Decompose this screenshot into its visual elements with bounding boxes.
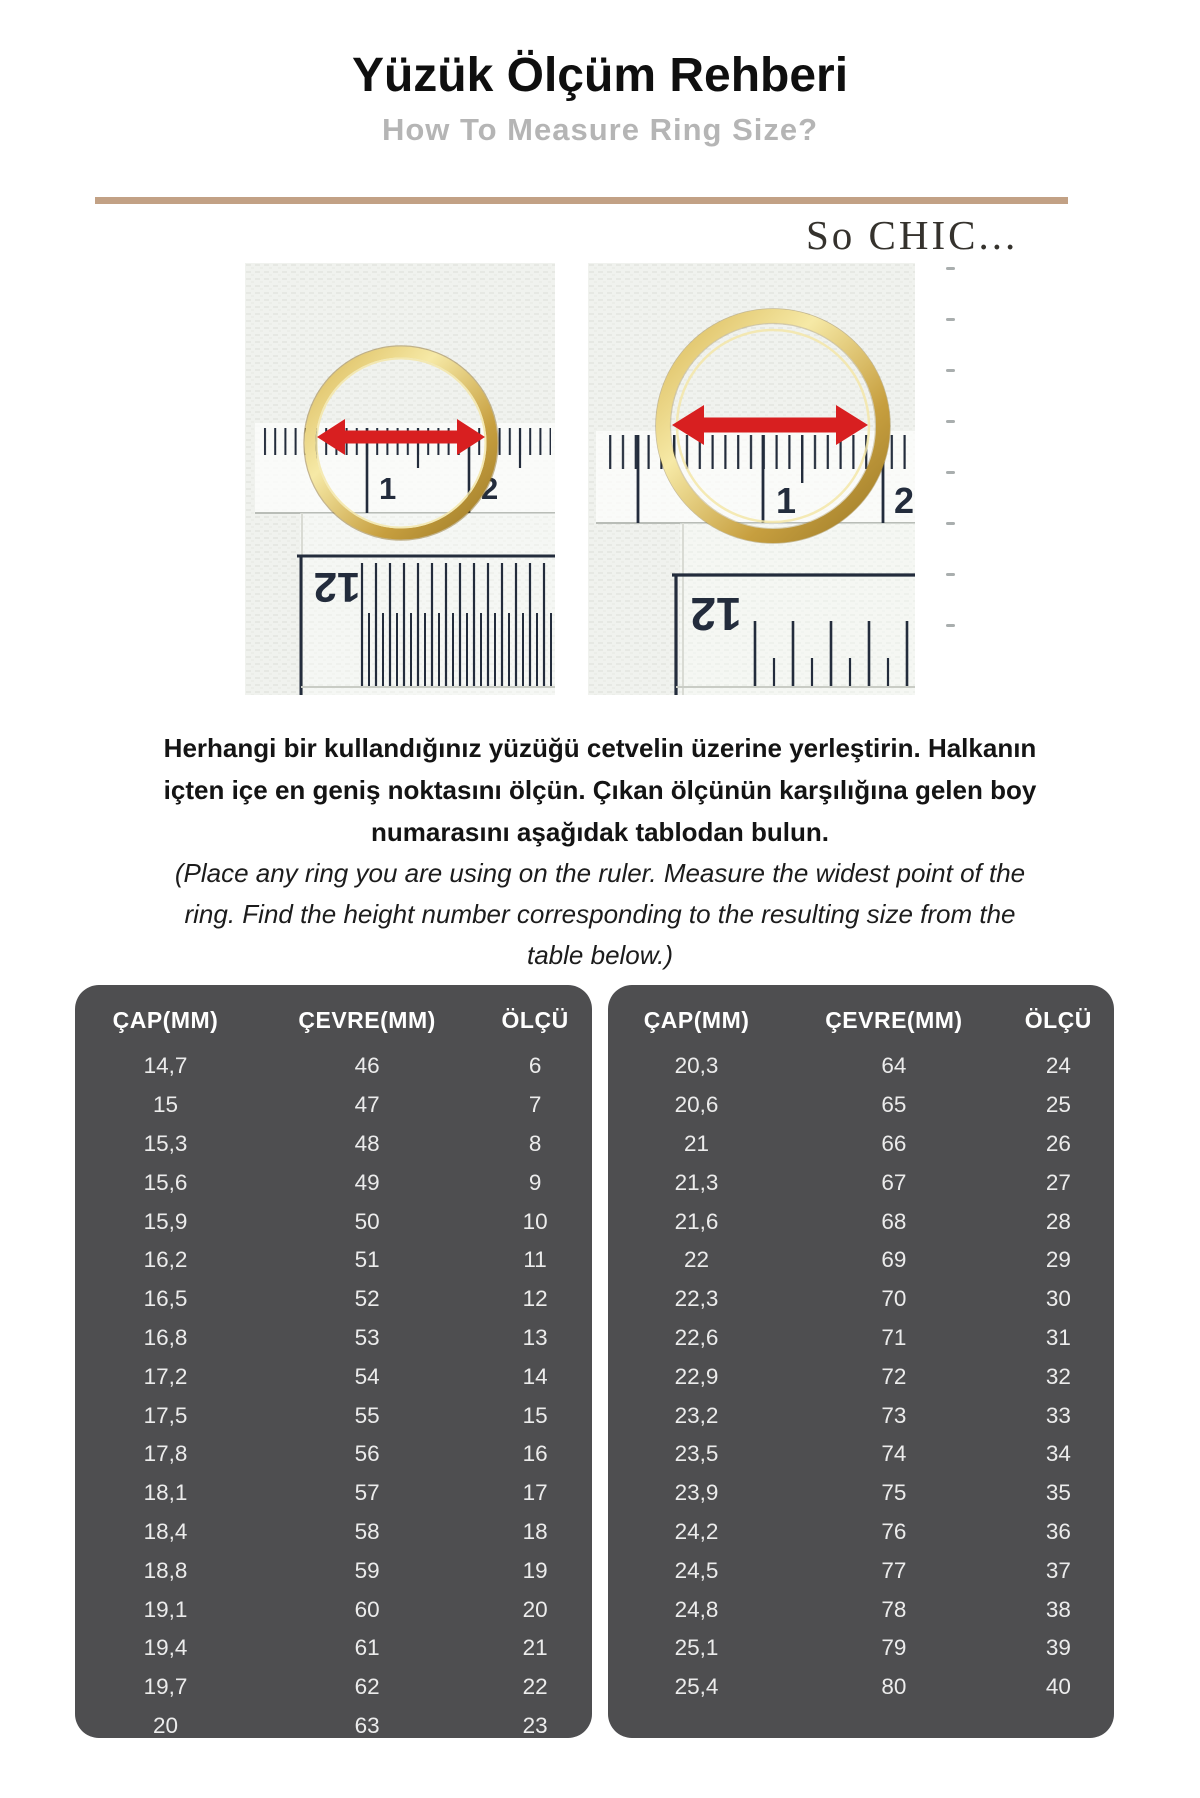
table-row: [75, 1474, 592, 1513]
table-cell: 12: [522, 1286, 548, 1312]
table-cell: 29: [1045, 1247, 1071, 1273]
table-cell: 54: [354, 1363, 380, 1389]
divider-line: [95, 197, 1068, 204]
table-cell: 15: [152, 1092, 178, 1118]
ring-photo-thin-band: [245, 263, 555, 695]
table-cell: 21: [684, 1130, 710, 1156]
table-row: [75, 1668, 592, 1707]
table-cell: 58: [354, 1518, 380, 1544]
table-cell: 15,3: [143, 1130, 188, 1156]
table-cell: 19,1: [143, 1596, 188, 1622]
table-cell: 30: [1045, 1286, 1071, 1312]
table-cell: 25,4: [674, 1674, 719, 1700]
table-cell: 69: [881, 1247, 907, 1273]
col-header-cap: ÇAP(MM): [643, 1006, 750, 1033]
table-cell: 40: [1045, 1674, 1071, 1700]
table-cell: 75: [881, 1480, 907, 1506]
table-row: [75, 1435, 592, 1474]
table-row: [75, 1047, 592, 1086]
table-row: [608, 1396, 1114, 1435]
col-header-olcu: ÖLÇÜ: [1024, 1006, 1092, 1033]
table-header-row: [608, 985, 1114, 1047]
ruler-label-12: 12: [313, 564, 361, 611]
instructions-turkish: [50, 727, 1150, 853]
table-row: [608, 1280, 1114, 1319]
table-cell: 16: [522, 1441, 548, 1467]
table-row: [75, 1280, 592, 1319]
table-cell: 51: [354, 1247, 380, 1273]
table-cell: 22: [522, 1674, 548, 1700]
table-row: [75, 1357, 592, 1396]
instructions-english: [50, 853, 1150, 976]
table-cell: 80: [881, 1674, 907, 1700]
table-row: [75, 1125, 592, 1164]
table-cell: 37: [1045, 1557, 1071, 1583]
table-cell: 14,7: [143, 1053, 188, 1079]
col-header-cap: ÇAP(MM): [112, 1006, 219, 1033]
table-cell: 53: [354, 1324, 380, 1350]
table-cell: 74: [881, 1441, 907, 1467]
table-cell: 16,8: [143, 1324, 188, 1350]
table-cell: 23,9: [674, 1480, 719, 1506]
table-row: [608, 1629, 1114, 1668]
dotted-edge-decoration: [946, 267, 955, 627]
table-cell: 56: [354, 1441, 380, 1467]
table-cell: 64: [881, 1053, 907, 1079]
table-cell: 62: [354, 1674, 380, 1700]
table-cell: 18,1: [143, 1480, 188, 1506]
table-cell: 24: [1045, 1053, 1071, 1079]
table-cell: 25,1: [674, 1635, 719, 1661]
table-cell: 61: [354, 1635, 380, 1661]
table-row: [75, 1551, 592, 1590]
table-cell: 19: [522, 1557, 548, 1583]
table-row: [608, 1590, 1114, 1629]
table-cell: 17,2: [143, 1363, 188, 1389]
table-cell: 19,4: [143, 1635, 188, 1661]
table-cell: 21: [522, 1635, 548, 1661]
table-cell: 27: [1045, 1169, 1071, 1195]
table-cell: 18,4: [143, 1518, 188, 1544]
table-cell: 20,3: [674, 1053, 719, 1079]
table-row: [75, 1086, 592, 1125]
table-cell: 73: [881, 1402, 907, 1428]
table-cell: 16,5: [143, 1286, 188, 1312]
table-cell: 50: [354, 1208, 380, 1234]
table-cell: 38: [1045, 1596, 1071, 1622]
table-cell: 52: [354, 1286, 380, 1312]
table-cell: 10: [522, 1208, 548, 1234]
table-row: [608, 1513, 1114, 1552]
table-row: [608, 1202, 1114, 1241]
table-cell: 76: [881, 1518, 907, 1544]
table-cell: 23,5: [674, 1441, 719, 1467]
table-cell: 14: [522, 1363, 548, 1389]
table-cell: 46: [354, 1053, 380, 1079]
table-row: [608, 1125, 1114, 1164]
table-cell: 72: [881, 1363, 907, 1389]
table-cell: 20: [522, 1596, 548, 1622]
table-body: [608, 1047, 1114, 1707]
table-cell: 24,5: [674, 1557, 719, 1583]
table-cell: 26: [1045, 1130, 1071, 1156]
table-row: [608, 1357, 1114, 1396]
col-header-cevre: ÇEVRE(MM): [298, 1006, 436, 1033]
table-cell: 32: [1045, 1363, 1071, 1389]
table-row: [608, 1551, 1114, 1590]
table-cell: 17: [522, 1480, 548, 1506]
table-cell: 66: [881, 1130, 907, 1156]
table-cell: 78: [881, 1596, 907, 1622]
table-cell: 55: [354, 1402, 380, 1428]
table-cell: 20: [152, 1712, 178, 1738]
table-cell: 6: [528, 1053, 542, 1079]
table-row: [608, 1668, 1114, 1707]
table-cell: 70: [881, 1286, 907, 1312]
table-row: [608, 1241, 1114, 1280]
ruler-label-12: 12: [690, 588, 742, 640]
table-cell: 15: [522, 1402, 548, 1428]
table-cell: 67: [881, 1169, 907, 1195]
table-cell: 63: [354, 1712, 380, 1738]
table-cell: 79: [881, 1635, 907, 1661]
table-row: [608, 1474, 1114, 1513]
table-cell: 23,2: [674, 1402, 719, 1428]
table-cell: 22,3: [674, 1286, 719, 1312]
table-body: [75, 1047, 592, 1738]
table-cell: 20,6: [674, 1092, 719, 1118]
table-cell: 21,3: [674, 1169, 719, 1195]
instructions-turkish-line: içten içe en geniş noktasını ölçün. Çıkan ölçünün karşılığına gelen boy: [163, 775, 1037, 805]
table-cell: 39: [1045, 1635, 1071, 1661]
page-title: Yüzük Ölçüm Rehberi: [351, 49, 849, 102]
table-cell: 18: [522, 1518, 548, 1544]
table-row: [75, 1319, 592, 1358]
table-cell: 25: [1045, 1092, 1071, 1118]
table-row: [75, 1629, 592, 1668]
table-cell: 35: [1045, 1480, 1071, 1506]
table-cell: 15,9: [143, 1208, 188, 1234]
table-cell: 22,9: [674, 1363, 719, 1389]
table-cell: 65: [881, 1092, 907, 1118]
table-row: [75, 1396, 592, 1435]
table-cell: 11: [523, 1247, 547, 1273]
table-cell: 59: [354, 1557, 380, 1583]
table-cell: 36: [1045, 1518, 1071, 1544]
instructions-english-line: ring. Find the height number corresponding to the resulting size from the: [184, 899, 1016, 929]
table-cell: 22: [684, 1247, 710, 1273]
table-cell: 7: [528, 1092, 542, 1118]
table-cell: 21,6: [674, 1208, 719, 1234]
table-cell: 17,5: [143, 1402, 188, 1428]
table-row: [608, 1435, 1114, 1474]
table-cell: 18,8: [143, 1557, 188, 1583]
table-row: [75, 1202, 592, 1241]
table-cell: 49: [354, 1169, 380, 1195]
table-row: [608, 1047, 1114, 1086]
page-subtitle: How To Measure Ring Size?: [381, 112, 819, 147]
table-row: [75, 1513, 592, 1552]
table-row: [75, 1590, 592, 1629]
table-cell: 17,8: [143, 1441, 188, 1467]
table-cell: 47: [354, 1092, 380, 1118]
table-cell: 15,6: [143, 1169, 188, 1195]
table-header-row: [75, 985, 592, 1047]
table-cell: 57: [354, 1480, 380, 1506]
col-header-cevre: ÇEVRE(MM): [825, 1006, 963, 1033]
table-cell: 22,6: [674, 1324, 719, 1350]
table-cell: 13: [522, 1324, 548, 1350]
table-cell: 28: [1045, 1208, 1071, 1234]
ring-size-table-large-sizes: [608, 985, 1114, 1738]
table-row: [608, 1086, 1114, 1125]
table-cell: 24,2: [674, 1518, 719, 1544]
instructions-english-line: (Place any ring you are using on the ruler. Measure the widest point of the: [174, 858, 1026, 888]
table-cell: 31: [1045, 1324, 1071, 1350]
table-cell: 23: [522, 1712, 548, 1738]
table-cell: 68: [881, 1208, 907, 1234]
table-cell: 60: [354, 1596, 380, 1622]
table-row: [608, 1163, 1114, 1202]
table-cell: 24,8: [674, 1596, 719, 1622]
table-cell: 9: [528, 1169, 542, 1195]
instructions-turkish-line: numarasını aşağıdak tablodan bulun.: [371, 817, 829, 847]
instructions-english-line: table below.): [527, 940, 673, 970]
table-cell: 77: [881, 1557, 907, 1583]
table-row: [75, 1707, 592, 1738]
table-row: [75, 1163, 592, 1202]
ring-photo-wide-band: [588, 263, 915, 695]
ring-size-table-small-sizes: [75, 985, 592, 1738]
table-cell: 34: [1045, 1441, 1071, 1467]
instructions-turkish-line: Herhangi bir kullandığınız yüzüğü cetvelin üzerine yerleştirin. Halkanın: [163, 733, 1037, 763]
table-row: [608, 1319, 1114, 1358]
table-row: [75, 1241, 592, 1280]
table-cell: 8: [528, 1130, 542, 1156]
table-cell: 16,2: [143, 1247, 188, 1273]
table-cell: 71: [881, 1324, 907, 1350]
brand-logo: So CHIC...: [806, 212, 1019, 258]
table-cell: 19,7: [143, 1674, 188, 1700]
table-cell: 33: [1045, 1402, 1071, 1428]
col-header-olcu: ÖLÇÜ: [501, 1006, 569, 1033]
table-cell: 48: [354, 1130, 380, 1156]
